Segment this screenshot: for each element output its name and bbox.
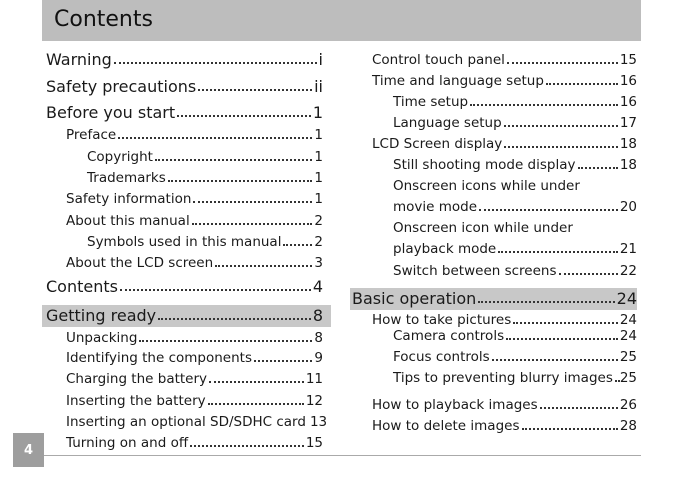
toc-entry[interactable]: Language setup 17 — [393, 115, 637, 131]
toc-entry[interactable]: Focus controls 25 — [393, 349, 637, 365]
toc-entry[interactable]: Contents 4 — [46, 277, 323, 296]
toc-entry[interactable]: Trademarks 1 — [87, 170, 323, 186]
toc-entry[interactable]: Before you start 1 — [46, 103, 323, 122]
toc-entry[interactable]: How to playback images 26 — [372, 397, 637, 413]
toc-entry[interactable]: Preface 1 — [66, 127, 323, 143]
toc-entry[interactable]: movie mode 20 — [393, 199, 637, 215]
toc-entry[interactable]: Time and language setup 16 — [372, 73, 637, 89]
toc-entry[interactable]: Charging the battery 11 — [66, 371, 323, 387]
page-title: Contents — [54, 7, 153, 32]
toc-entry[interactable]: Tips to preventing blurry images 25 — [393, 370, 637, 386]
toc-entry[interactable]: Warning i — [46, 50, 323, 69]
toc-entry-continued[interactable]: Onscreen icons while under — [393, 178, 580, 194]
toc-entry[interactable]: How to delete images 28 — [372, 418, 637, 434]
toc-entry[interactable]: About this manual 2 — [66, 213, 323, 229]
header-bar — [42, 0, 641, 41]
toc-entry[interactable]: Inserting the battery 12 — [66, 393, 323, 409]
toc-entry[interactable]: playback mode 21 — [393, 241, 637, 257]
page-number-badge: 4 — [13, 433, 44, 467]
toc-entry[interactable]: Safety precautions ii — [46, 77, 323, 96]
toc-entry[interactable]: Still shooting mode display 18 — [393, 157, 637, 173]
toc-entry[interactable]: Time setup 16 — [393, 94, 637, 110]
toc-entry-section[interactable]: Basic operation 24 — [352, 289, 637, 308]
toc-entry[interactable]: Inserting an optional SD/SDHC card 13 — [66, 414, 328, 430]
toc-entry[interactable]: Turning on and off 15 — [66, 435, 323, 451]
toc-entry[interactable]: Control touch panel 15 — [372, 52, 637, 68]
toc-entry-section[interactable]: Getting ready 8 — [46, 306, 323, 325]
toc-entry[interactable]: Camera controls 24 — [393, 328, 637, 344]
toc-entry[interactable]: How to take pictures 24 — [372, 312, 637, 328]
toc-entry[interactable]: About the LCD screen 3 — [66, 255, 323, 271]
footer-rule — [42, 455, 641, 456]
toc-entry-continued[interactable]: Onscreen icon while under — [393, 220, 573, 236]
toc-entry[interactable]: Symbols used in this manual 2 — [87, 234, 323, 250]
toc-entry[interactable]: Identifying the components 9 — [66, 350, 323, 366]
toc-entry[interactable]: Switch between screens 22 — [393, 263, 637, 279]
toc-entry[interactable]: Safety information 1 — [66, 191, 323, 207]
toc-entry[interactable]: Copyright 1 — [87, 149, 323, 165]
toc-entry[interactable]: LCD Screen display 18 — [372, 136, 637, 152]
toc-entry[interactable]: Unpacking 8 — [66, 330, 323, 346]
